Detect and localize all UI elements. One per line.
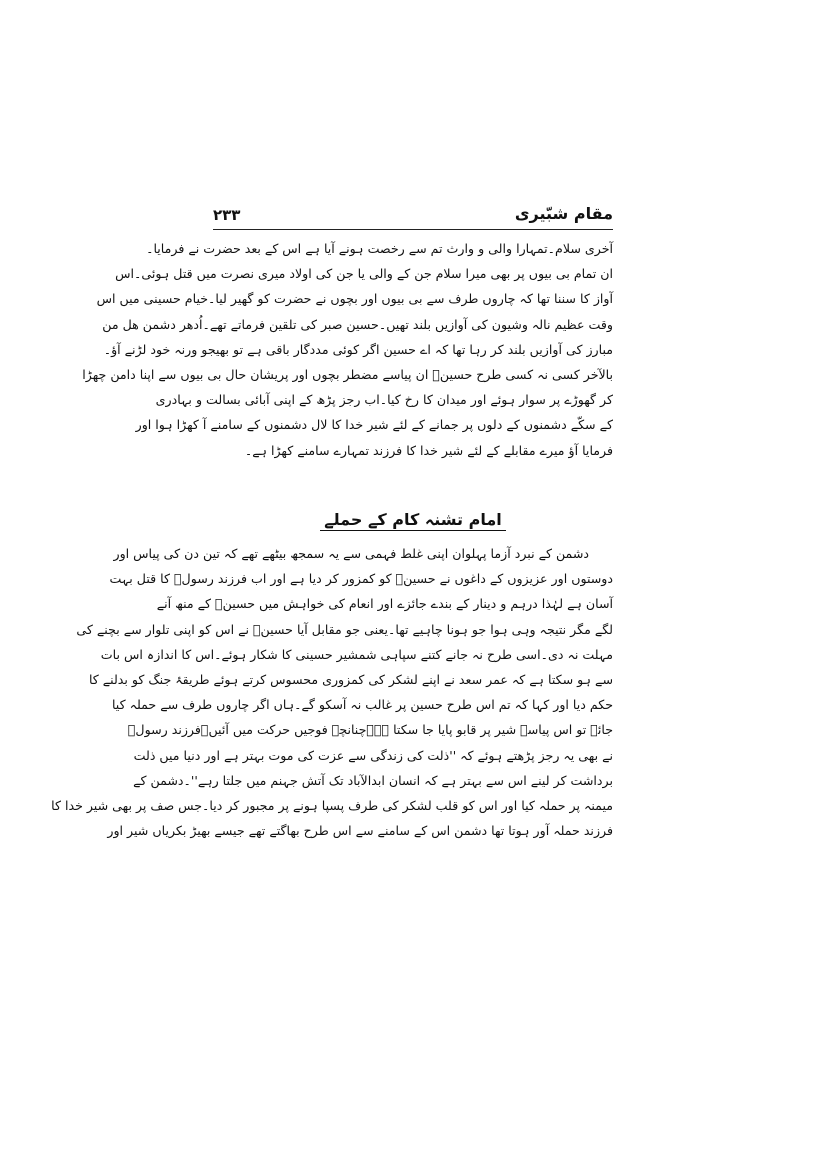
text-line: مبارز کی آوازیں بلند کر رہا تھا کہ اے حسین اگر کوئی مددگار باقی ہے تو بھیجو ورنہ خود لڑنے آؤ۔ [103,341,613,357]
text-line: آواز کا سننا تھا کہ چاروں طرف سے بی بیوں اور بچوں نے حضرت کو گھیر لیا۔خیام حسینی میں اس [96,291,613,307]
text-line: مہلت نہ دی۔اسی طرح نہ جانے کتنے سپاہی شمشیر حسینی کا شکار ہوئے۔اس کا اندازہ اس بات [100,646,613,662]
text-line: برداشت کر لینے اس سے بہتر ہے کہ انسان ابدالآباد تک آتش جہنم میں جلتا رہے''۔دشمن کے [133,772,613,788]
text-line: فرزند حملہ آور ہوتا تھا دشمن اس کے سامنے سے اس طرح بھاگتے تھے جیسے بھیڑ بکریاں شیر اور [107,823,613,839]
page-number: ۲۳۳ [213,206,241,224]
text-line: میمنہ پر حملہ کیا اور اس کو قلب لشکر کی طرف پسپا ہونے پر مجبور کر دیا۔جس صف پر بھی شیر خدا کا [51,797,613,813]
header-rule [213,229,613,230]
text-line: دوستوں اور عزیزوں کے داغوں نے حسینؑ کو کمزور کر دیا ہے اور اب فرزند رسولؐ کا قتل بہت [109,571,613,587]
text-line: حکم دیا اور کہا کہ تم اس طرح حسین پر غالب نہ آسکو گے۔ہاں اگر چاروں طرف سے حملہ کیا [111,697,613,713]
running-title: مقام شبّیری [514,204,613,223]
text-line: سے ہو سکتا ہے کہ عمر سعد نے اپنے لشکر کی کمزوری محسوس کرتے ہوئے طریقۂ جنگ کو بدلنے کا [88,671,613,687]
text-line: نے بھی یہ رجز پڑھتے ہوئے کہ ''ذلت کی زندگی سے عزت کی موت بہتر ہے اور دنیا میں ذلت [133,747,613,763]
paragraph-1 [82,236,613,463]
section-heading [213,508,613,536]
text-line: وقت عظیم نالہ وشیون کی آوازیں بلند تھیں۔حسین صبر کی تلقین فرماتے تھے۔اُدھر دشمن ھل من [102,316,613,332]
text-line: آخری سلام۔تمہارا والی و وارث تم سے رخصت ہونے آیا ہے اس کے بعد حضرت نے فرمایا۔ [146,241,613,256]
text-line: کر گھوڑے پر سوار ہوئے اور میدان کا رخ کیا۔اب رجز پڑھ کے اپنی آبائی بسالت و بہادری [155,392,613,408]
text-line: فرمایا آؤ میرے مقابلے کے لئے شیر خدا کا فرزند تمہارے سامنے کھڑا ہے۔ [244,442,613,458]
text-line: ان تمام بی بیوں پر بھی میرا سلام جن کے والی یا جن کی اولاد میری نصرت میں قتل ہوئی۔اس [115,266,613,282]
text-line: کے سکّے دشمنوں کے دلوں پر جمانے کے لئے شیر خدا کا لال دشمنوں کے سامنے آ کھڑا ہوا اور [135,417,613,433]
page-header [213,204,613,228]
text-line: جائے تو اس پیاسے شیر پر قابو پایا جا سکتا ہے۔چنانچہ فوجیں حرکت میں آئیں۔فرزند رسولؐ [127,722,613,738]
text-line: بالآخر کسی نہ کسی طرح حسینؑ ان پیاسے مضطر بچوں اور پریشان حال بی بیوں سے اپنا دامن چھڑا [82,366,613,382]
paragraph-2 [51,541,613,843]
section-heading-text: امام تشنہ کام کے حملے [320,510,505,531]
text-line: دشمن کے نبرد آزما پہلوان اپنی غلط فہمی سے یہ سمجھ بیٹھے تھے کہ تین دن کی پیاس اور [113,546,589,561]
text-line: آسان ہے لہٰذا درہم و دینار کے بندے جائزے اور انعام کی خواہش میں حسینؑ کے منھ آنے [156,596,613,612]
text-line: لگے مگر نتیجہ وہی ہوا جو ہونا چاہیے تھا۔یعنی جو مقابل آیا حسینؑ نے اس کو اپنی تلوار سے بچنے کی [76,621,613,637]
